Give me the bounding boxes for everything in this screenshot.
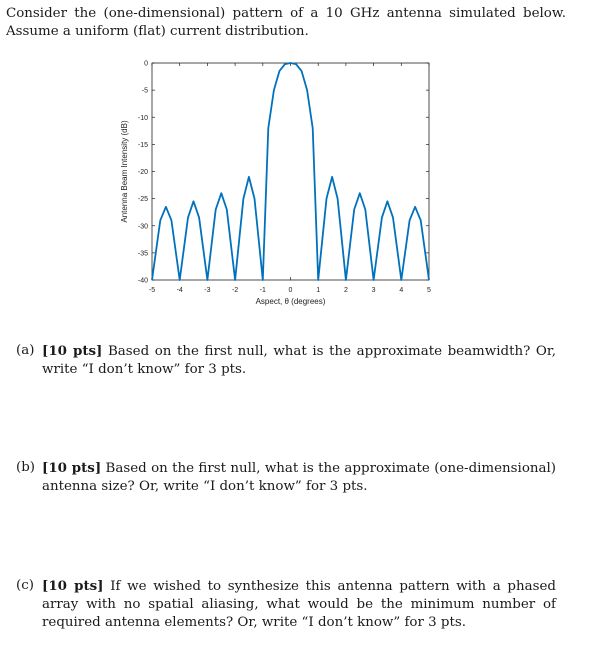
question-a: [16, 342, 556, 379]
x-tick-label: 2: [343, 287, 348, 294]
question-c-points: [10 pts]: [42, 578, 104, 594]
question-b-label: (b): [16, 460, 36, 475]
y-tick-label: -35: [137, 250, 148, 258]
y-tick-label: -30: [137, 223, 148, 231]
x-tick-label: 3: [371, 287, 376, 294]
question-a-label: (a): [16, 343, 35, 358]
x-tick-label: 1: [316, 287, 321, 294]
x-tick-label: 0: [288, 287, 293, 294]
y-tick-label: -20: [137, 169, 148, 176]
x-tick-label: 5: [427, 287, 431, 294]
plot-frame: [152, 63, 429, 280]
question-b-text: Based on the first null, what is the approximate (one-dimensional) antenna size? Or, write “I don’t know” for 3 pts.: [42, 461, 557, 494]
question-b: [16, 459, 556, 496]
question-c-label: (c): [16, 578, 34, 593]
x-tick-label: -3: [204, 287, 211, 294]
y-tick-label: -25: [137, 196, 148, 204]
antenna-pattern-chart: [112, 52, 442, 314]
beam-pattern-line: [152, 63, 429, 280]
x-tick-label: -5: [148, 287, 156, 294]
question-a-points: [10 pts]: [42, 343, 103, 359]
x-tick-label: 4: [399, 287, 404, 294]
question-c: [16, 577, 556, 632]
y-tick-label: -10: [137, 114, 148, 122]
y-tick-label: -40: [137, 277, 148, 285]
y-tick-label: -5: [141, 87, 148, 95]
question-b-points: [10 pts]: [42, 460, 102, 476]
y-tick-label: 0: [144, 60, 148, 68]
question-c-text: If we wished to synthesize this antenna pattern with a phased array with no spatial aliasing, what would be the minimum number of required antenna elements? Or, write “I don’t know” for 3 pts.: [42, 579, 556, 630]
x-tick-label: -4: [176, 287, 183, 294]
x-axis-label: Aspect, θ (degrees): [255, 297, 326, 306]
question-a-text: Based on the first null, what is the approximate beamwidth? Or, write “I don’t know” for 3 pts.: [42, 344, 557, 377]
x-tick-label: -1: [259, 287, 266, 294]
x-tick-label: -2: [231, 287, 239, 294]
y-axis-label: Antenna Beam Intensity (dB): [120, 120, 129, 223]
problem-intro: Consider the (one-dimensional) pattern of a 10 GHz antenna simulated below. Assume a uniform (flat) current distribution.: [6, 6, 566, 39]
y-tick-label: -15: [137, 141, 148, 149]
